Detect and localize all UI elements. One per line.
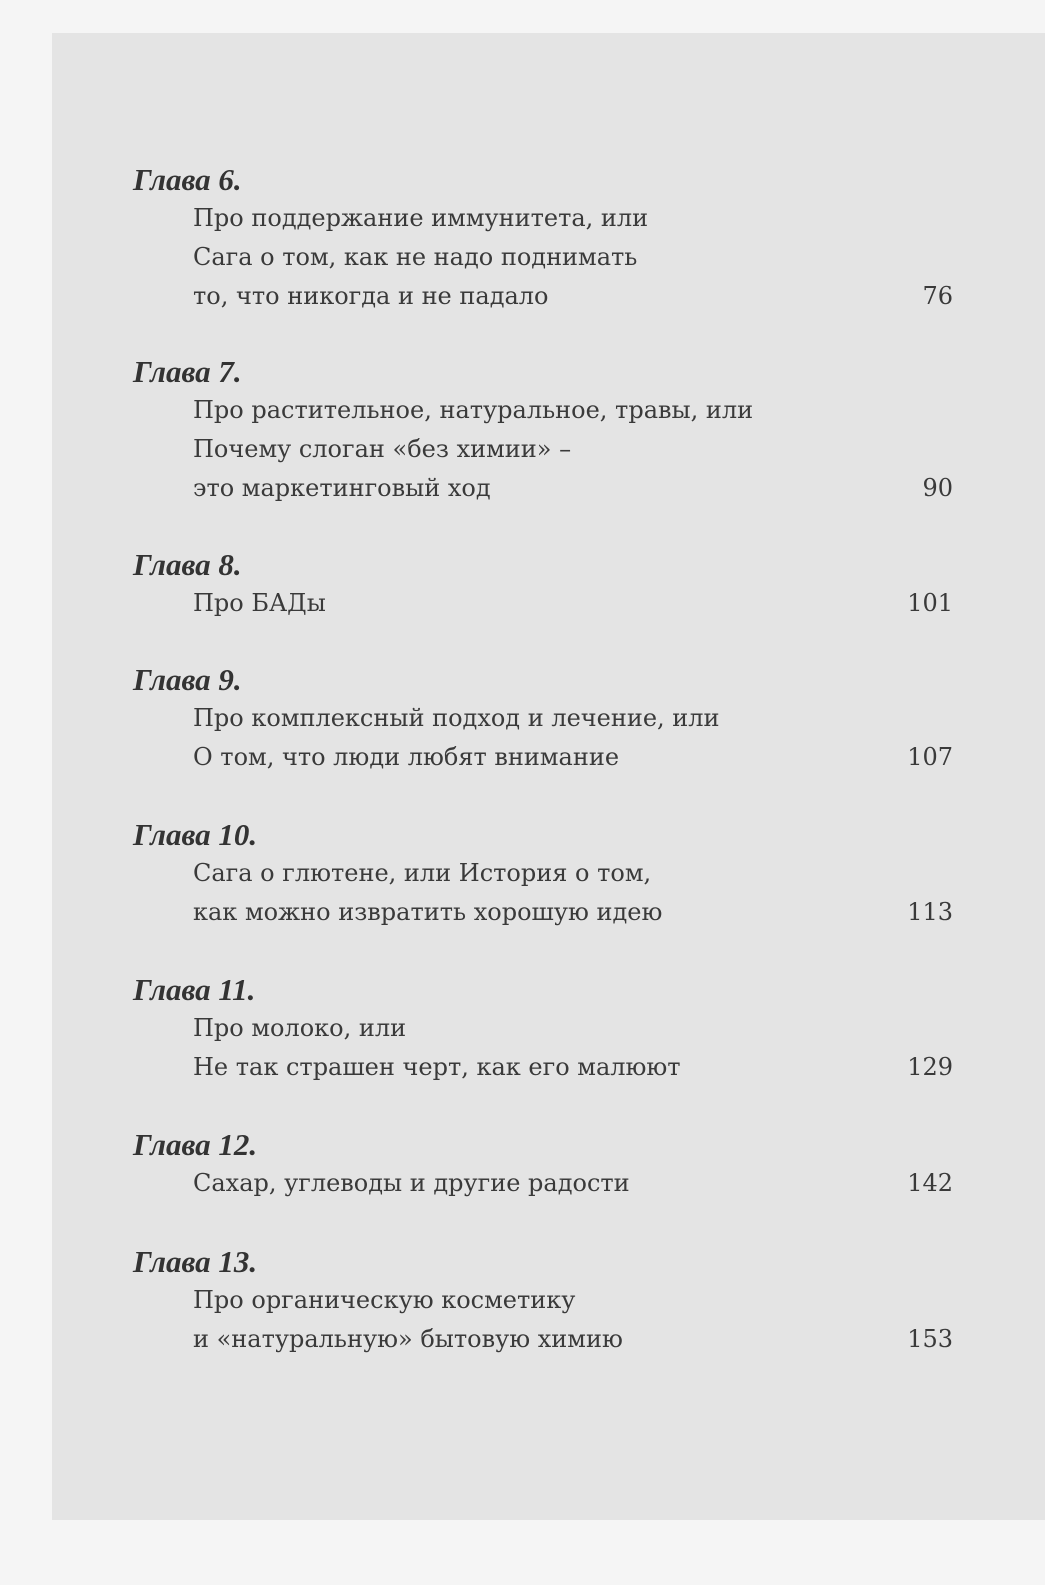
chapter-heading: Глава 7. (133, 354, 242, 389)
chapter-title (193, 1009, 953, 1087)
chapter-title-line: Сага о том, как не надо поднимать (193, 243, 638, 271)
chapter-title-line: это маркетинговый ход (193, 474, 491, 502)
chapter-title-line: Сахар, углеводы и другие радости (193, 1169, 630, 1197)
chapter-heading: Глава 9. (133, 662, 242, 697)
chapter-title (193, 199, 953, 316)
toc-entry (133, 162, 953, 316)
chapter-heading: Глава 10. (133, 817, 258, 852)
chapter-title (193, 391, 953, 508)
page-number: 142 (907, 1169, 953, 1197)
page-number: 107 (907, 743, 953, 771)
chapter-heading: Глава 6. (133, 162, 242, 197)
chapter-title-line: как можно извратить хорошую идею (193, 898, 663, 926)
chapter-title-line: Про комплексный подход и лечение, или (193, 704, 720, 732)
page-number: 153 (907, 1325, 953, 1353)
chapter-title-line: Про молоко, или (193, 1014, 407, 1042)
chapter-title (193, 1281, 953, 1359)
chapter-title (193, 854, 953, 932)
chapter-title-line: Про органическую косметику (193, 1286, 576, 1314)
toc-entry (133, 1127, 953, 1203)
toc-entry (133, 354, 953, 508)
chapter-title-line: Почему слоган «без химии» – (193, 435, 572, 463)
chapter-title (193, 699, 953, 777)
toc-entry (133, 817, 953, 932)
chapter-heading: Глава 13. (133, 1244, 258, 1279)
chapter-title-line: то, что никогда и не падало (193, 282, 549, 310)
page-number: 101 (907, 589, 953, 617)
page-number: 90 (922, 474, 953, 502)
chapter-heading: Глава 8. (133, 547, 242, 582)
chapter-heading: Глава 11. (133, 972, 256, 1007)
toc-entry (133, 662, 953, 777)
chapter-title-line: Сага о глютене, или История о том, (193, 859, 652, 887)
chapter-title-line: Не так страшен черт, как его малюют (193, 1053, 681, 1081)
chapter-title (193, 584, 953, 623)
chapter-heading: Глава 12. (133, 1127, 258, 1162)
page-number: 76 (922, 282, 953, 310)
page-number: 129 (907, 1053, 953, 1081)
page-number: 113 (907, 898, 953, 926)
chapter-title-line: Про растительное, натуральное, травы, или (193, 396, 754, 424)
chapter-title-line: и «натуральную» бытовую химию (193, 1325, 623, 1353)
chapter-title (193, 1164, 953, 1203)
toc-entry (133, 1244, 953, 1359)
chapter-title-line: Про БАДы (193, 589, 326, 617)
toc-entry (133, 972, 953, 1087)
chapter-title-line: Про поддержание иммунитета, или (193, 204, 649, 232)
toc-entry (133, 547, 953, 623)
chapter-title-line: О том, что люди любят внимание (193, 743, 620, 771)
